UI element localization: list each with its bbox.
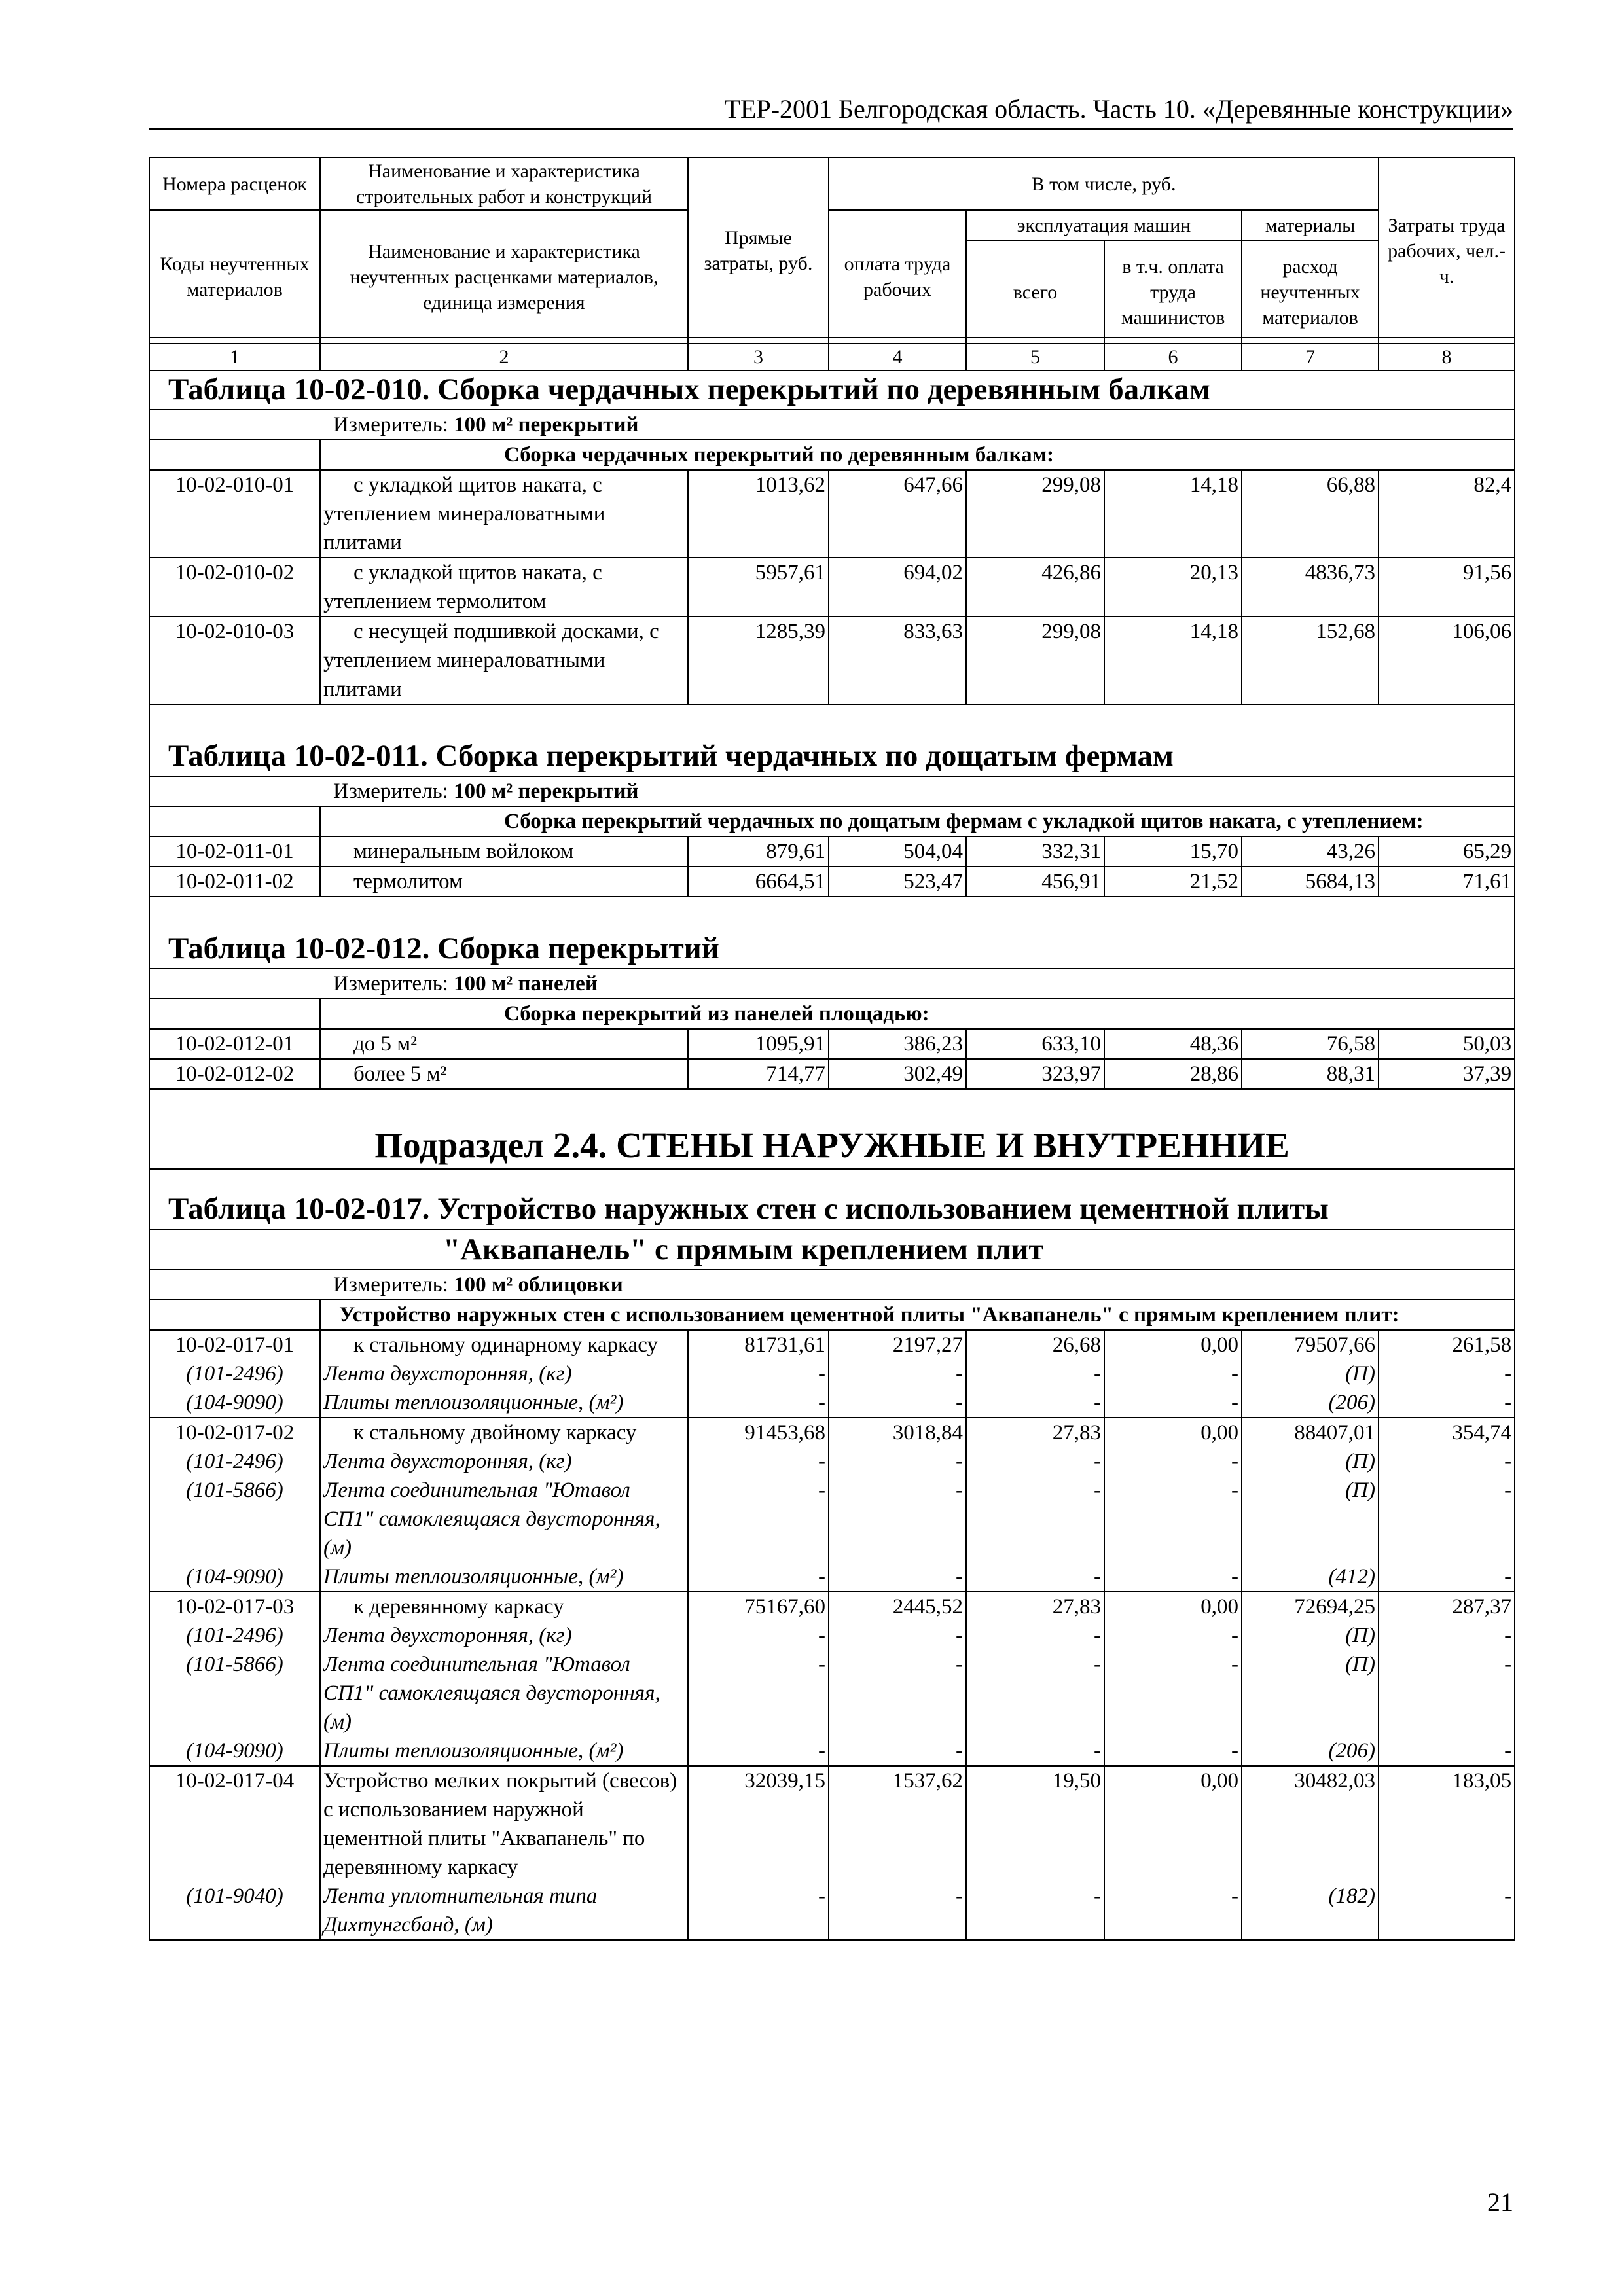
- table-row: 10-02-010-02 с укладкой щитов наката, с утеплением термолитом 5957,61 694,02 426,86 20,13 4836,73 91,56: [149, 558, 1515, 617]
- col1-header-bottom: Коды неучтенных материалов: [149, 210, 320, 344]
- material-row: (101-5866) Лента соединительная "Ютавол СП1" самоклеящаяся двусторонняя, (м) - - - - (П) -: [149, 1476, 1515, 1562]
- col2-header-top: Наименование и характеристика строительных работ и конструкций: [320, 158, 688, 210]
- col-number: 7: [1242, 344, 1379, 370]
- page-number: 21: [1487, 2187, 1513, 2217]
- table-row: 10-02-011-01 минеральным войлоком 879,61 504,04 332,31 15,70 43,26 65,29: [149, 836, 1515, 867]
- materials-header: материалы: [1242, 210, 1379, 240]
- col8-header: Затраты труда рабочих, чел.-ч.: [1379, 158, 1515, 344]
- table-row: 10-02-010-01 с укладкой щитов наката, с утеплением минераловатными плитами 1013,62 647,66 299,08 14,18 66,88 82,4: [149, 470, 1515, 558]
- table-title-010: Таблица 10-02-010. Сборка чердачных перекрытий по деревянным балкам: [149, 338, 1515, 410]
- group-header-017: Устройство наружных стен с использованием цементной плиты "Аквапанель" с прямым креплением плит:: [320, 1300, 1515, 1330]
- table-row: 10-02-012-01 до 5 м² 1095,91 386,23 633,10 48,36 76,58 50,03: [149, 1029, 1515, 1059]
- col-number: 6: [1104, 344, 1242, 370]
- col-number: 5: [966, 344, 1104, 370]
- measure-012: Измеритель: 100 м² панелей: [149, 969, 1515, 999]
- material-row: (104-9090) Плиты теплоизоляционные, (м²) - - - - (206) -: [149, 1388, 1515, 1418]
- table-row: 10-02-012-02 более 5 м² 714,77 302,49 323,97 28,86 88,31 37,39: [149, 1059, 1515, 1089]
- col-number: 3: [688, 344, 829, 370]
- material-row: (101-2496) Лента двухсторонняя, (кг) - - - - (П) -: [149, 1359, 1515, 1388]
- group-header-010: Сборка чердачных перекрытий по деревянным балкам:: [320, 440, 1515, 470]
- group-header-012: Сборка перекрытий из панелей площадью:: [320, 999, 1515, 1029]
- col3-header: Прямые затраты, руб.: [688, 158, 829, 344]
- table-row: 10-02-017-03 к деревянному каркасу 75167,60 2445,52 27,83 0,00 72694,25 287,37: [149, 1592, 1515, 1621]
- material-row: (101-2496) Лента двухсторонняя, (кг) - - - - (П) -: [149, 1447, 1515, 1476]
- material-row: (101-9040) Лента уплотнительная типа Дихтунгсбанд, (м) - - - - (182) -: [149, 1882, 1515, 1940]
- col2-header-bottom: Наименование и характеристика неучтенных расценками материалов, единица измерения: [320, 210, 688, 344]
- table-row: 10-02-010-03 с несущей подшивкой досками, с утеплением минераловатными плитами 1285,39 833,63 299,08 14,18 152,68 106,06: [149, 617, 1515, 704]
- material-row: (101-5866) Лента соединительная "Ютавол СП1" самоклеящаяся двусторонняя, (м) - - - - (П) -: [149, 1650, 1515, 1736]
- col-number: 4: [829, 344, 966, 370]
- measure-010: Измеритель: 100 м² перекрытий: [149, 410, 1515, 440]
- group-header-011: Сборка перекрытий чердачных по дощатым фермам с укладкой щитов наката, с утеплением:: [320, 806, 1515, 836]
- table-row: 10-02-017-01 к стальному одинарному каркасу 81731,61 2197,27 26,68 0,00 79507,66 261,58: [149, 1330, 1515, 1359]
- material-row: (101-2496) Лента двухсторонняя, (кг) - - - - (П) -: [149, 1621, 1515, 1650]
- material-row: (104-9090) Плиты теплоизоляционные, (м²) - - - - (206) -: [149, 1736, 1515, 1766]
- header-rule: [149, 128, 1513, 130]
- col4-header: оплата труда рабочих: [829, 210, 966, 344]
- col7-header: расход неучтенных материалов: [1242, 240, 1379, 344]
- table-title-017-line2: "Аквапанель" с прямым креплением плит: [149, 1229, 1515, 1270]
- machines-header: эксплуатация машин: [966, 210, 1242, 240]
- col-number: 8: [1379, 344, 1515, 370]
- page-header: ТЕР-2001 Белгородская область. Часть 10. «Деревянные конструкции»: [724, 94, 1513, 124]
- table-title-012: Таблица 10-02-012. Сборка перекрытий: [149, 897, 1515, 969]
- table-row: 10-02-011-02 термолитом 6664,51 523,47 456,91 21,52 5684,13 71,61: [149, 867, 1515, 897]
- incl-header: В том числе, руб.: [829, 158, 1379, 210]
- col1-header-top: Номера расценок: [149, 158, 320, 210]
- table-title-017: Таблица 10-02-017. Устройство наружных стен с использованием цементной плиты: [149, 1169, 1515, 1229]
- material-row: (104-9090) Плиты теплоизоляционные, (м²) - - - - (412) -: [149, 1562, 1515, 1592]
- measure-017: Измеритель: 100 м² облицовки: [149, 1270, 1515, 1300]
- measure-011: Измеритель: 100 м² перекрытий: [149, 776, 1515, 806]
- col6-header: в т.ч. оплата труда машинистов: [1104, 240, 1242, 344]
- table-title-011: Таблица 10-02-011. Сборка перекрытий чердачных по дощатым фермам: [149, 704, 1515, 776]
- table-row: 10-02-017-04 Устройство мелких покрытий (свесов) с использованием наружной цементной плиты "Аквапанель" по деревянному каркасу 32039,15 1537,62 19,50 0,00 30482,03 183,05: [149, 1766, 1515, 1882]
- table-row: 10-02-017-02 к стальному двойному каркасу 91453,68 3018,84 27,83 0,00 88407,01 354,74: [149, 1418, 1515, 1447]
- col5-header: всего: [966, 240, 1104, 344]
- rates-table: [149, 337, 1515, 1941]
- col-number: 1: [149, 344, 320, 370]
- subsection-title: Подраздел 2.4. СТЕНЫ НАРУЖНЫЕ И ВНУТРЕННИЕ: [149, 1089, 1515, 1169]
- col-number: 2: [320, 344, 688, 370]
